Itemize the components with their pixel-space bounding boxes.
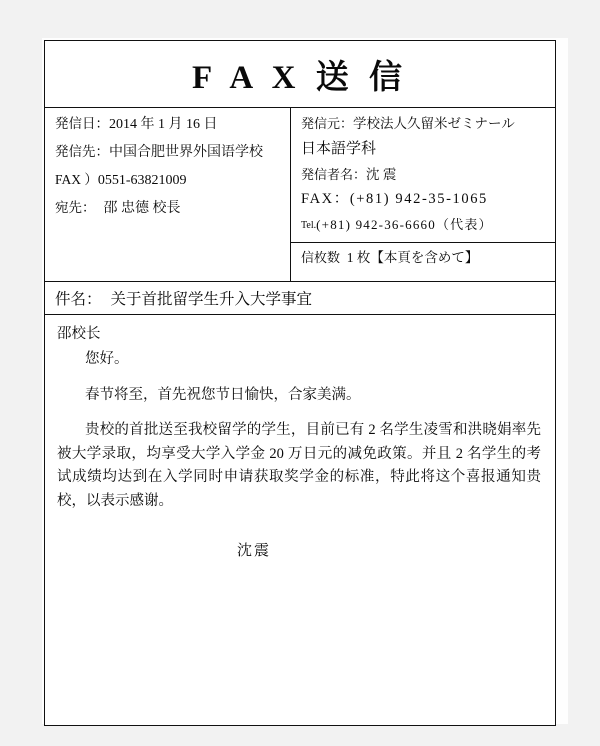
originator-org-label: 発信元：	[301, 116, 354, 131]
addressee-label: 宛先：	[55, 200, 96, 215]
addressee-value: 邵 忠德 校長	[103, 201, 181, 216]
page-count-label: 信枚数	[301, 249, 341, 265]
originator-dept-value: 日本語学科	[301, 140, 377, 157]
originator-tel-line	[301, 218, 549, 231]
page-count-note: 【本頁を含めて】	[370, 249, 479, 265]
scan-margin-top	[0, 0, 600, 38]
destination-fax-value: 0551-63821009	[97, 173, 187, 188]
originator-divider	[291, 242, 555, 243]
originator-fax-line	[301, 192, 549, 207]
scan-margin-left	[0, 0, 42, 746]
signature: 沈震	[236, 543, 271, 560]
originator-fax-label: FAX：	[301, 191, 350, 207]
fax-header-row	[45, 108, 555, 282]
addressee-line	[55, 201, 284, 216]
send-date-line	[55, 117, 284, 132]
originator-org-value: 学校法人久留米ゼミナール	[353, 116, 515, 131]
send-date-label: 発信日：	[55, 116, 109, 131]
originator-tel-label: Tel.	[301, 219, 317, 231]
sender-block	[45, 108, 291, 281]
fax-title-row	[45, 41, 555, 108]
send-date-value: 2014 年 1 月 16 日	[109, 117, 218, 132]
originator-tel-note: （代表）	[435, 216, 493, 232]
greeting-line-2: 您好。	[85, 351, 129, 368]
scan-margin-right	[568, 0, 600, 746]
originator-org-line	[301, 117, 549, 131]
originator-dept-line	[301, 142, 549, 157]
destination-org-value: 中国合肥世界外国语学校	[109, 145, 263, 160]
subject-value: 关于首批留学生升入大学事宜	[110, 291, 313, 308]
destination-fax-label: FAX ）	[55, 172, 98, 187]
originator-block	[291, 108, 555, 281]
fax-body	[45, 315, 555, 564]
destination-org-label: 発信先：	[55, 144, 109, 159]
subject-label: 件名：	[55, 291, 102, 308]
body-paragraph-2: 贵校的首批送至我校留学的学生，目前已有 2 名学生凌雪和洪晓娟率先被大学录取，均享受大学入学金 20 万日元的减免政策。并且 2 名学生的考试成绩均达到在入学同时申请获取奖学金的标准，特此将这个喜报通知贵校，以表示感谢。	[57, 422, 541, 509]
fax-form-frame	[44, 40, 556, 726]
originator-tel-value: (+81) 942-36-6660	[316, 216, 436, 232]
originator-person-line	[301, 168, 549, 182]
originator-person-label: 発信者名：	[301, 166, 367, 182]
body-paragraph-1: 春节将至，首先祝您节日愉快，合家美满。	[85, 386, 361, 403]
originator-person-value: 沈 震	[366, 166, 397, 182]
originator-fax-value: (+81) 942-35-1065	[349, 191, 488, 207]
greeting-line-1: 邵校长	[57, 326, 101, 342]
fax-title: F A X 送 信	[192, 59, 408, 96]
page-count-line	[301, 251, 549, 265]
scan-margin-bottom	[0, 724, 600, 746]
destination-fax-line	[55, 173, 284, 188]
page-count-value: 1 枚	[346, 249, 371, 265]
destination-org-line	[55, 145, 284, 160]
subject-row	[45, 282, 555, 315]
